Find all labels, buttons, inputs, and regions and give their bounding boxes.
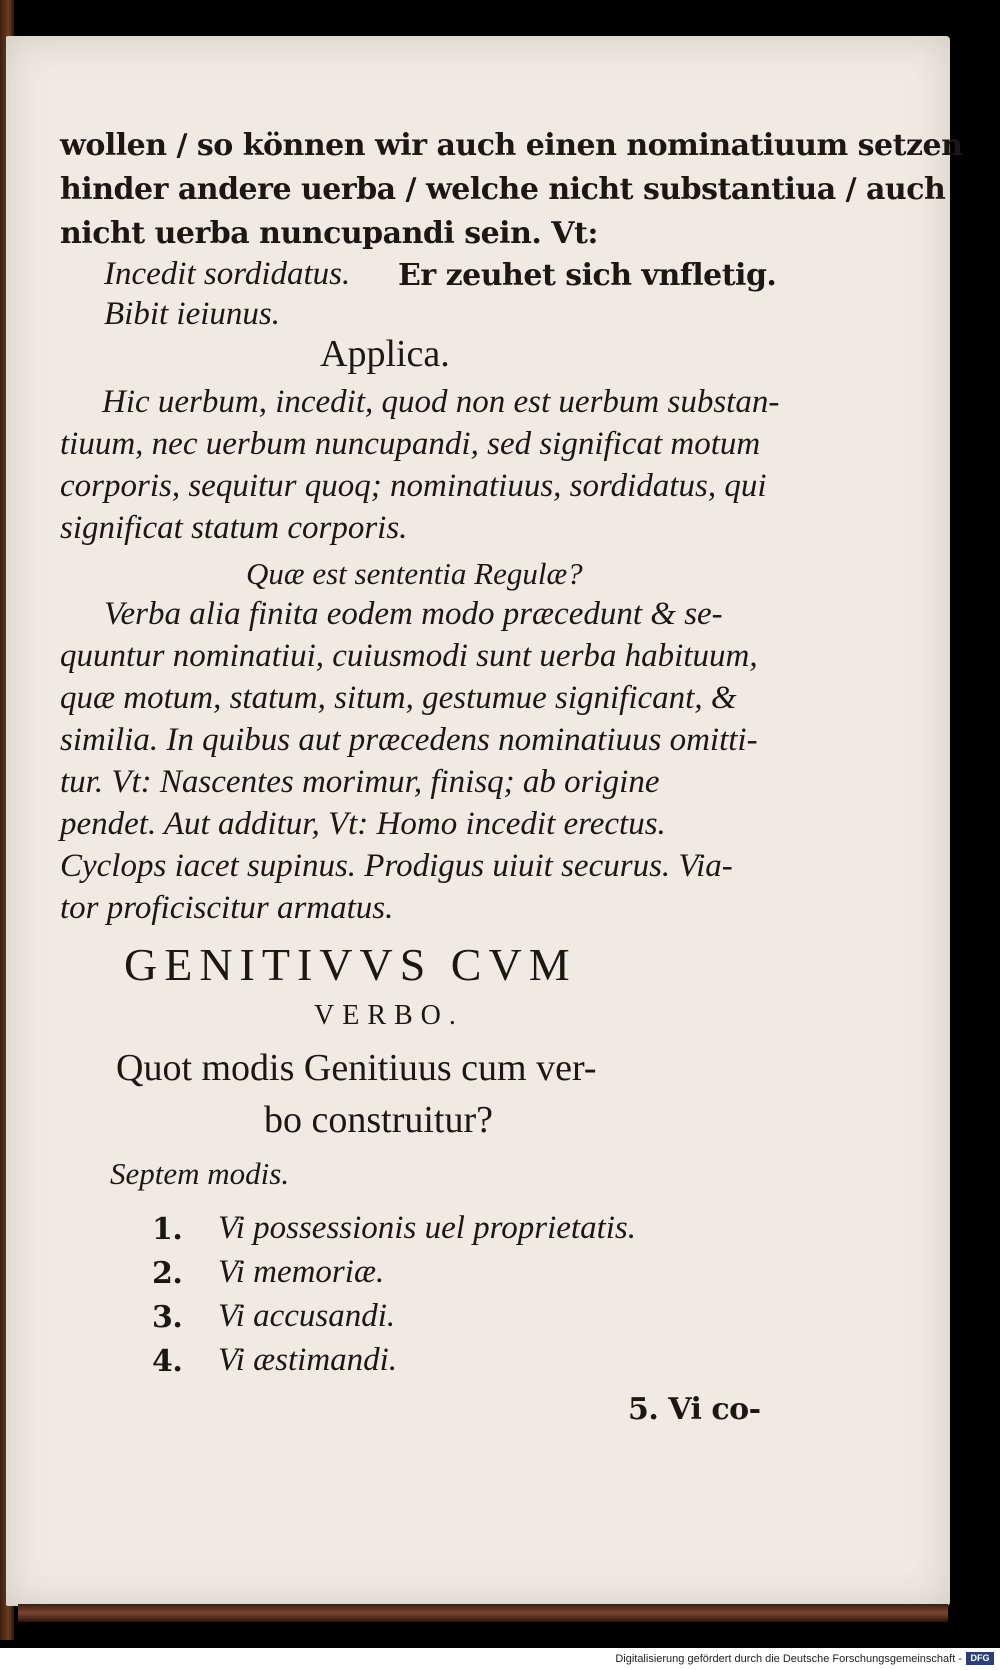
- question-heading: Quæ est sententia Regulæ?: [246, 556, 583, 591]
- section-subheading: VERBO.: [314, 1000, 464, 1031]
- list-item-number: 1.: [152, 1212, 183, 1247]
- dfg-logo: DFG: [966, 1652, 994, 1665]
- text-line: hinder andere uerba / welche nicht substantiua / auch: [60, 172, 946, 207]
- answer-line: tur. Vt: Nascentes morimur, finisq; ab origine: [60, 764, 660, 800]
- question-2: Quot modis Genitiuus cum ver-: [116, 1047, 597, 1089]
- applica-line: Hic uerbum, incedit, quod non est uerbum substan-: [102, 384, 780, 420]
- answer-line: quæ motum, statum, situm, gestumue significant, &: [60, 680, 737, 716]
- example-german: Er zeuhet sich vnfletig.: [398, 258, 777, 293]
- book-edge: [18, 1604, 948, 1622]
- text-line: wollen / so können wir auch einen nominatiuum setzen: [60, 128, 963, 163]
- list-item-text: Vi possessionis uel proprietatis.: [218, 1210, 637, 1246]
- list-item-number: 4.: [152, 1344, 183, 1379]
- list-item-text: Vi æstimandi.: [218, 1342, 398, 1378]
- answer-line: Verba alia finita eodem modo præcedunt & se-: [104, 596, 723, 632]
- applica-line: corporis, sequitur quoq; nominatiuus, sordidatus, qui: [60, 468, 767, 504]
- answer-line: similia. In quibus aut præcedens nominatiuus omitti-: [60, 722, 758, 758]
- text-line: nicht uerba nuncupandi sein. Vt:: [60, 216, 598, 251]
- applica-line: tiuum, nec uerbum nuncupandi, sed significat motum: [60, 426, 761, 462]
- answer-line: Cyclops iacet supinus. Prodigus uiuit securus. Via-: [60, 848, 733, 884]
- answer-2: Septem modis.: [110, 1156, 290, 1191]
- list-item-text: Vi memoriæ.: [218, 1254, 385, 1290]
- section-heading: GENITIVVS CVM: [124, 939, 577, 990]
- list-item-number: 3.: [152, 1300, 183, 1335]
- answer-line: tor proficiscitur armatus.: [60, 890, 394, 926]
- applica-heading: Applica.: [320, 333, 450, 375]
- example-latin: Incedit sordidatus.: [104, 256, 351, 292]
- answer-line: quuntur nominatiui, cuiusmodi sunt uerba habituum,: [60, 638, 758, 674]
- list-item-number: 2.: [152, 1256, 183, 1291]
- answer-line: pendet. Aut additur, Vt: Homo incedit erectus.: [60, 806, 666, 842]
- question-2: bo construitur?: [264, 1099, 494, 1141]
- applica-line: significat statum corporis.: [60, 510, 408, 546]
- footer-credit: Digitalisierung gefördert durch die Deutsche Forschungsgemeinschaft -: [615, 1653, 962, 1665]
- catchword: 5. Vi co-: [628, 1392, 761, 1427]
- example-latin: Bibit ieiunus.: [104, 296, 280, 332]
- list-item-text: Vi accusandi.: [218, 1298, 396, 1334]
